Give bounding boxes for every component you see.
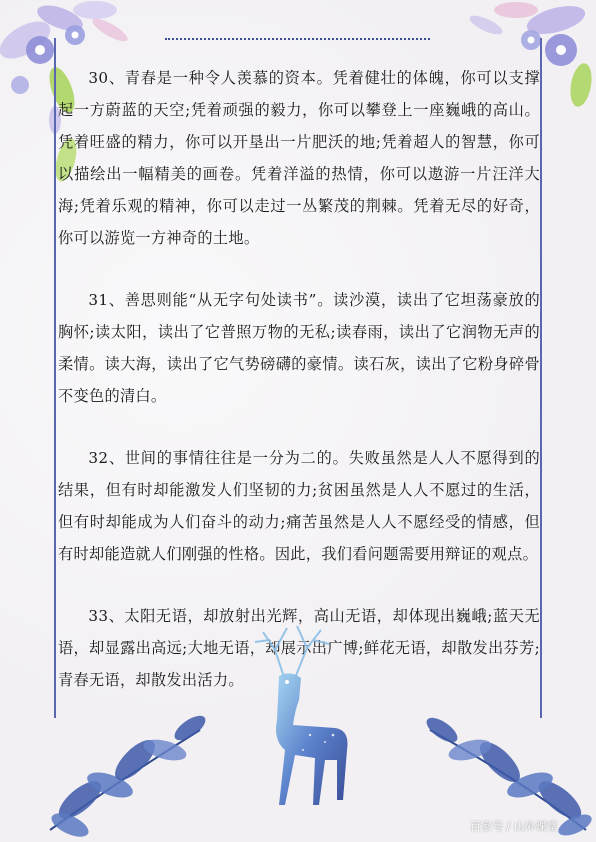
frame-right-border — [540, 38, 542, 718]
paragraph-31: 31、善思则能“从无字句处读书”。读沙漠，读出了它坦荡豪放的胸怀;读太阳，读出了它普照万物的无私;读春雨，读出了它润物无声的柔情。读大海，读出了它气势磅礴的豪情。读石灰，读出了它粉身碎骨不变色的清白。 — [58, 291, 540, 405]
paragraph-32: 32、世间的事情往往是一分为二的。失败虽然是人人不愿得到的结果，但有时却能激发人们坚韧的力;贫困虽然是人人不愿过的生活，但有时却能成为人们奋斗的动力;痛苦虽然是人人不愿经受的情感，但有时却能造就人们刚强的性格。因此，我们看问题需要用辩证的观点。 — [58, 449, 540, 563]
frame-top-border — [165, 38, 430, 40]
deer-illustration — [215, 610, 385, 820]
paragraph-30: 30、青春是一种令人羡慕的资本。凭着健壮的体魄，你可以支撑起一方蔚蓝的天空;凭着顽强的毅力，你可以攀登上一座巍峨的高山。凭着旺盛的精力，你可以开垦出一片肥沃的地;凭着超人的智慧，你可以描绘出一幅精美的画卷。凭着洋溢的热情，你可以遨游一片汪洋大海;凭着乐观的精神，你可以走过一丛繁茂的荆棘。凭着无尽的好奇，你可以游览一方神奇的土地。 — [58, 69, 540, 247]
leaf-decoration-bottom-left — [40, 690, 210, 840]
frame-left-border — [54, 38, 56, 718]
watermark: 百家号 / 山外课堂 — [470, 820, 558, 833]
paragraph-33: 33、太阳无语，却放射出光辉，高山无语，却体现出巍峨;蓝天无语，却显露出高远;大地无语，却展示出广博;鲜花无语，却散发出芬芳;青春无语，却散发出活力。 — [58, 607, 540, 689]
